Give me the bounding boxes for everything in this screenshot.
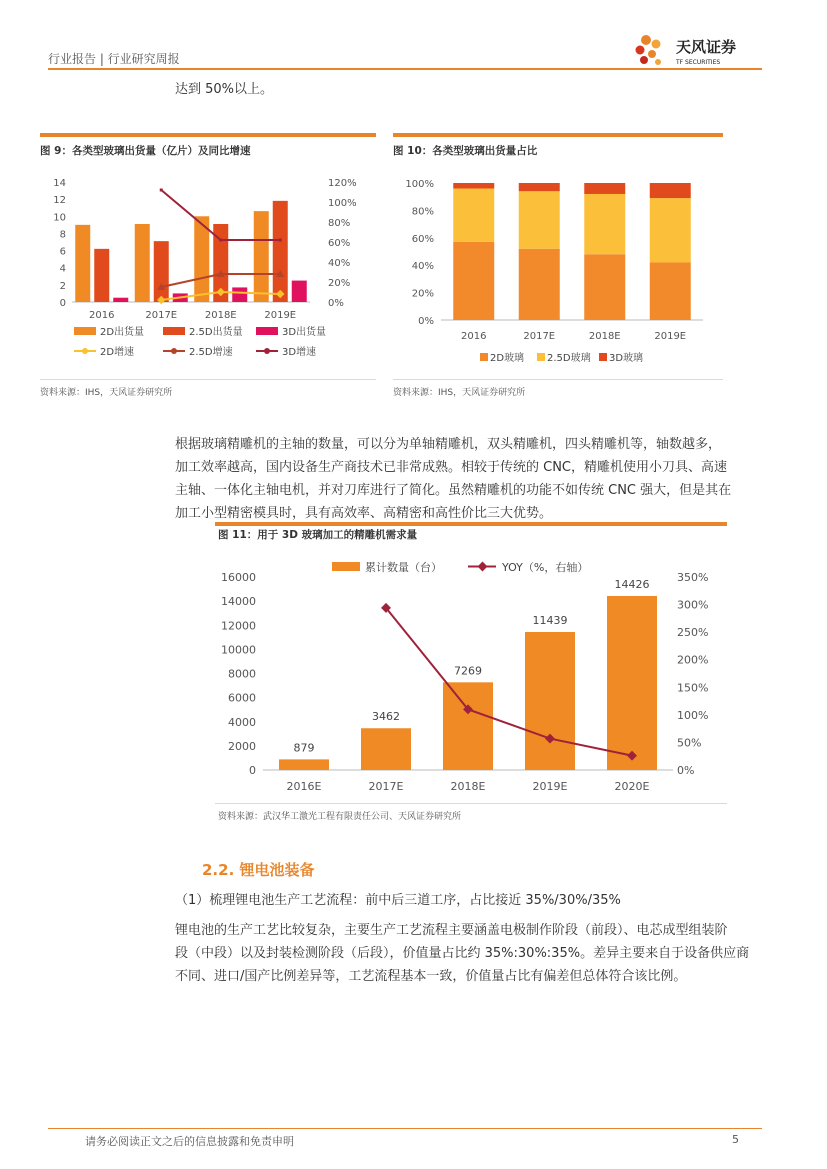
fig10-x-label: 2019E — [654, 331, 687, 342]
logo-sub: TF SECURITIES — [676, 59, 721, 66]
fig11-data-label: 11439 — [532, 614, 568, 628]
fig9-y-tick: 0 — [59, 298, 66, 309]
fig10-topbar — [393, 133, 723, 137]
fig11-x-label: 2017E — [368, 780, 404, 793]
paragraph-1-line-2: 加工效率越高，国内设备生产商技术已非常成熟。相较于传统的 CNC，精雕机使用小刀具、高速 — [175, 460, 728, 475]
fig9-bar — [154, 241, 169, 302]
fig10-x-label: 2017E — [523, 331, 556, 342]
intro-line: 达到 50%以上。 — [175, 82, 274, 97]
fig11-y-tick: 0 — [249, 764, 256, 777]
fig9-legend-label: 3D增速 — [282, 347, 317, 358]
fig9-y-tick: 2 — [59, 280, 66, 292]
fig10-y-tick: 60% — [411, 233, 434, 245]
fig9-bar — [135, 224, 150, 302]
fig11-y-tick: 10000 — [221, 643, 256, 657]
fig10-bar-segment — [453, 242, 494, 320]
fig9-line-point — [219, 239, 222, 242]
fig9-y2-tick: 20% — [328, 278, 351, 289]
fig11-source: 资料来源：武汉华工激光工程有限责任公司、天风证券研究所 — [218, 812, 462, 822]
fig11-y2-tick: 150% — [677, 681, 709, 695]
fig11-y-tick: 12000 — [221, 619, 256, 633]
section-heading: 2.2. 锂电池装备 — [202, 861, 315, 879]
fig10-legend-swatch — [599, 353, 607, 361]
sub-heading: （1）梳理锂电池生产工艺流程：前中后三道工序，占比接近 35%/30%/35% — [175, 893, 621, 908]
fig11-yoy-line — [386, 608, 632, 756]
fig10-legend-label: 3D玻璃 — [609, 353, 644, 364]
fig9-legend-swatch — [163, 327, 185, 335]
fig10-bar-segment — [519, 249, 560, 320]
fig11-data-label: 3462 — [372, 710, 400, 724]
fig11-y-tick: 8000 — [228, 667, 256, 681]
paragraph-1-line-3: 主轴、一体化主轴电机，并对刀库进行了简化。虽然精雕机的功能不如传统 CNC 强大，但是其在 — [175, 483, 732, 498]
fig11-rule — [215, 803, 727, 804]
fig9-y-tick: 14 — [53, 178, 66, 189]
tf-securities-logo — [632, 30, 782, 70]
fig9-legend-label: 2D出货量 — [100, 327, 145, 338]
fig11-y2-tick: 250% — [677, 626, 709, 640]
paragraph-1-line-1: 根据玻璃精雕机的主轴的数量，可以分为单轴精雕机，双头精雕机，四头精雕机等，轴数越多， — [175, 437, 722, 452]
fig9-legend-label: 2.5D出货量 — [189, 327, 243, 338]
paragraph-1-line-4: 加工小型精密模具时，具有高效率、高精密和高性价比三大优势。 — [175, 506, 553, 521]
logo-name: 天风证券 — [676, 38, 737, 56]
fig9-bar — [232, 287, 247, 302]
fig10-x-label: 2016 — [461, 331, 487, 342]
fig9-y2-tick: 60% — [328, 238, 351, 249]
fig9-y2-tick: 40% — [328, 258, 351, 269]
fig9-legend-marker — [264, 348, 270, 354]
fig10-y-tick: 20% — [411, 288, 434, 300]
fig10-rule — [393, 379, 723, 380]
fig9-x-label: 2016 — [89, 310, 115, 321]
fig9-topbar — [40, 133, 376, 137]
fig9-y2-tick: 100% — [328, 198, 357, 209]
fig10-y-tick: 100% — [405, 179, 434, 190]
fig10-bar-segment — [584, 183, 625, 194]
fig11-x-label: 2019E — [532, 780, 568, 793]
fig11-legend-label: YOY（%，右轴） — [502, 561, 589, 574]
fig10-legend-label: 2D玻璃 — [490, 353, 525, 364]
header-title: 行业报告 | 行业研究周报 — [48, 52, 180, 66]
fig9-source: 资料来源：IHS，天风证券研究所 — [40, 388, 173, 398]
fig11-y2-tick: 200% — [677, 653, 709, 667]
fig9-bar — [75, 225, 90, 302]
fig10-legend-swatch — [480, 353, 488, 361]
fig11-bar — [279, 759, 329, 770]
fig11-y-tick: 16000 — [221, 571, 256, 584]
fig10-bar-segment — [584, 254, 625, 320]
fig10-y-tick: 80% — [411, 206, 434, 218]
fig11-y2-tick: 350% — [677, 571, 709, 584]
fig11-y-tick: 14000 — [221, 595, 256, 609]
fig11-chart — [215, 552, 727, 800]
fig11-y-tick: 2000 — [228, 739, 256, 753]
fig9-bar — [273, 201, 288, 302]
fig10-bar-segment — [453, 188, 494, 241]
fig11-bar — [443, 682, 493, 770]
fig11-legend-label: 累计数量（台） — [365, 561, 442, 574]
fig10-x-label: 2018E — [588, 331, 621, 342]
fig10-bar-segment — [650, 198, 691, 262]
fig9-y-tick: 12 — [53, 195, 66, 207]
fig10-y-tick: 0% — [418, 316, 434, 327]
fig9-y2-tick: 0% — [328, 298, 344, 309]
header-rule — [48, 68, 762, 70]
fig10-title: 图 10：各类型玻璃出货量占比 — [393, 145, 538, 157]
fig11-title: 图 11：用于 3D 玻璃加工的精雕机需求量 — [218, 529, 418, 541]
fig10-bar-segment — [584, 194, 625, 254]
fig9-bar — [292, 281, 307, 302]
fig10-bar-segment — [453, 183, 494, 188]
paragraph-2-line-3: 不同、进口/国产比例差异等，工艺流程基本一致，价值量占比有偏差但总体符合该比例。 — [175, 969, 687, 984]
fig11-legend-swatch — [332, 562, 360, 571]
page-number: 5 — [732, 1133, 739, 1146]
fig9-legend-swatch — [256, 327, 278, 335]
fig9-y-tick: 10 — [53, 212, 66, 224]
fig9-y-tick: 6 — [59, 246, 66, 258]
fig9-line-point — [279, 239, 282, 242]
fig11-bar — [361, 728, 411, 770]
fig9-y-tick: 8 — [59, 229, 66, 241]
fig11-y-tick: 6000 — [228, 691, 256, 705]
fig11-x-label: 2018E — [450, 780, 486, 793]
fig11-data-label: 14426 — [614, 577, 650, 591]
fig10-bar-segment — [519, 183, 560, 191]
fig9-bar — [254, 211, 269, 302]
fig9-legend-label: 3D出货量 — [282, 327, 327, 338]
fig10-y-tick: 40% — [411, 261, 434, 273]
fig9-y2-tick: 120% — [328, 178, 357, 189]
fig9-legend-swatch — [74, 327, 96, 335]
fig10-legend-swatch — [537, 353, 545, 361]
fig9-legend-label: 2.5D增速 — [189, 347, 233, 358]
fig10-legend-label: 2.5D玻璃 — [547, 353, 591, 364]
footer-rule — [48, 1128, 762, 1129]
fig11-bar — [525, 632, 575, 770]
fig11-data-label: 7269 — [454, 664, 482, 678]
fig9-bar — [94, 249, 109, 302]
fig10-chart — [393, 165, 723, 375]
fig9-legend-marker — [82, 348, 88, 354]
fig11-y2-tick: 50% — [677, 736, 702, 750]
fig11-data-label: 879 — [293, 741, 315, 755]
fig9-line-point — [160, 189, 163, 192]
fig11-bar — [607, 596, 657, 770]
fig10-bar-segment — [519, 191, 560, 249]
fig11-legend-marker — [478, 562, 488, 572]
fig9-title: 图 9：各类型玻璃出货量（亿片）及同比增速 — [40, 145, 251, 157]
paragraph-2-line-1: 锂电池的生产工艺比较复杂，主要生产工艺流程主要涵盖电极制作阶段（前段）、电芯成型组装阶 — [175, 923, 728, 938]
fig10-bar-segment — [650, 262, 691, 320]
flower-icon — [636, 35, 662, 65]
fig11-topbar — [215, 522, 727, 526]
fig9-x-label: 2018E — [204, 310, 237, 321]
fig11-y-tick: 4000 — [228, 715, 256, 729]
fig11-y2-tick: 0% — [677, 764, 695, 777]
fig9-legend-label: 2D增速 — [100, 347, 135, 358]
footer-disclaimer: 请务必阅读正文之后的信息披露和免责申明 — [85, 1135, 294, 1148]
fig10-source: 资料来源：IHS，天风证券研究所 — [393, 388, 526, 398]
fig9-x-label: 2019E — [264, 310, 297, 321]
fig9-legend-marker — [171, 348, 177, 354]
fig9-y-tick: 4 — [59, 263, 66, 275]
fig9-rule — [40, 379, 376, 380]
fig10-bar-segment — [650, 183, 691, 198]
fig9-y2-tick: 80% — [328, 218, 351, 229]
fig9-x-label: 2017E — [145, 310, 178, 321]
fig11-x-label: 2016E — [286, 780, 322, 793]
fig11-x-label: 2020E — [614, 780, 650, 793]
fig9-chart — [40, 165, 376, 375]
fig9-bar — [113, 298, 128, 302]
paragraph-2-line-2: 段（中段）以及封装检测阶段（后段），价值量占比约 35%:30%:35%。差异主要来自于设备供应商 — [175, 946, 750, 961]
fig11-y2-tick: 300% — [677, 598, 709, 612]
fig11-y2-tick: 100% — [677, 708, 709, 722]
